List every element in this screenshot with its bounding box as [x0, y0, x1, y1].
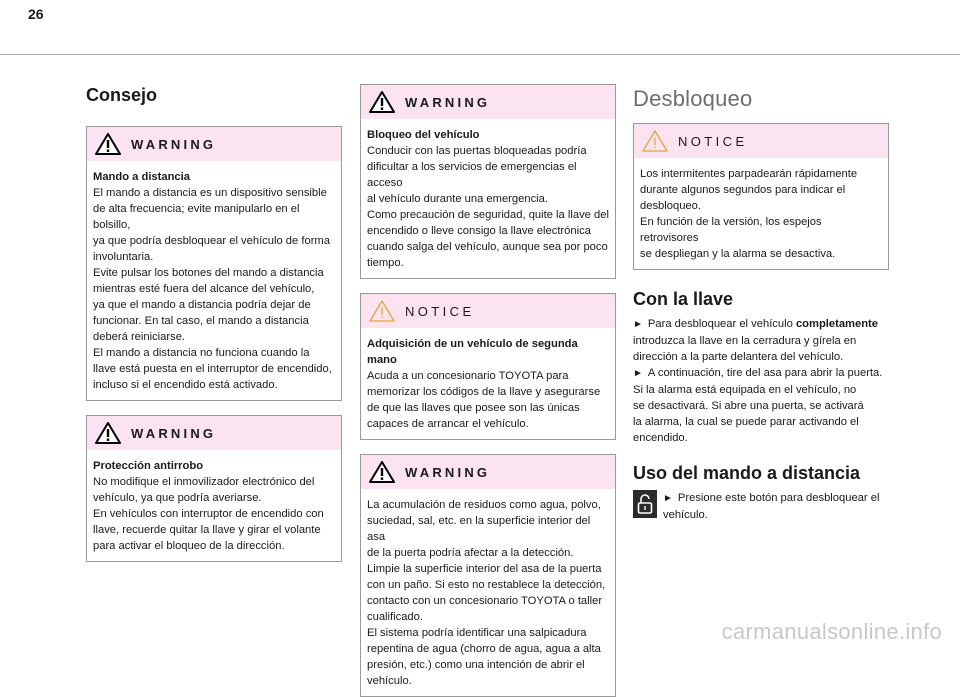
warning-body: [87, 161, 341, 400]
warning-text: Conducir con las puertas bloqueadas podría dificultar a los servicios de emergencias el acceso al vehículo durante una emergencia. Como precaución de seguridad, quite la llave del encendido o lleve consigo la llave electrónica cuando salga del vehículo, aunque sea por poco tiempo.: [367, 145, 609, 269]
key-paragraph-2: ► A continuación, tire del asa para abrir la puerta. Si la alarma está equipada en el vehículo, no se desactivará. Si abre una puerta, se activará la alarma, la cual se puede parar activando el encendido.: [633, 367, 883, 444]
warning-title: Mando a distancia: [93, 171, 190, 183]
heading-desbloqueo: Desbloqueo: [633, 86, 753, 111]
warning-triangle-icon: [95, 421, 121, 445]
page-number: 26: [28, 6, 44, 22]
warning-triangle-icon: [369, 90, 395, 114]
watermark: carmanualsonline.info: [721, 619, 942, 644]
warning-label: WARNING: [131, 136, 217, 152]
warning-label: WARNING: [405, 464, 491, 480]
warning-box-locking: [360, 84, 616, 279]
column-3: [633, 86, 889, 523]
warning-header: [361, 85, 615, 119]
warning-label: WARNING: [405, 94, 491, 110]
arrow-bullet-icon: ►: [663, 493, 673, 504]
remote-unlock-instruction: [633, 490, 889, 523]
warning-header: [361, 455, 615, 489]
heading-uso-mando: Uso del mando a distancia: [633, 463, 861, 483]
warning-header: [87, 127, 341, 161]
warning-box-handle: [360, 454, 616, 697]
warning-body: [361, 119, 615, 278]
notice-text: Los intermitentes parpadearán rápidamente durante algunos segundos para indicar el desbloqueo. En función de la versión, los espejos retrovisores se despliegan y la alarma se desactiva.: [640, 168, 858, 260]
notice-header: [634, 124, 888, 158]
warning-body: [87, 450, 341, 561]
notice-triangle-icon: [642, 129, 668, 153]
notice-box-unlock: [633, 123, 889, 270]
warning-title: Bloqueo del vehículo: [367, 129, 480, 141]
heading-con-la-llave: Con la llave: [633, 289, 734, 309]
warning-triangle-icon: [95, 132, 121, 156]
remote-text: ► Presione este botón para desbloquear el vehículo.: [663, 492, 880, 521]
warning-title: Protección antirrobo: [93, 460, 204, 472]
warning-header: [87, 416, 341, 450]
warning-label: WARNING: [131, 425, 217, 441]
warning-text: No modifique el inmovilizador electrónico del vehículo, ya que podría averiarse. En vehículos con interruptor de encendido con llave, recuerde quitar la llave y girar el volante para activar el bloqueo de la dirección.: [93, 476, 324, 552]
column-1: [86, 84, 342, 562]
warning-text: El mando a distancia es un dispositivo sensible de alta frecuencia; evite manipularlo en el bolsillo, ya que podría desbloquear el vehículo de forma involuntaria. Evite pulsar los botones del mando a distancia mientras esté fuera del alcance del vehículo, ya que el mando a distancia podría dejar de funcionar. En tal caso, el mando a distancia deberá reiniciarse. El mando a distancia no funciona cuando la llave está puesta en el interruptor de encendido, incluso si el encendido está activado.: [93, 187, 332, 391]
notice-body: [361, 328, 615, 439]
notice-triangle-icon: [369, 299, 395, 323]
warning-box-antitheft: [86, 415, 342, 562]
notice-box-secondhand: [360, 293, 616, 440]
unlock-padlock-icon: [633, 490, 657, 518]
notice-title: Adquisición de un vehículo de segunda mano: [367, 338, 578, 366]
arrow-bullet-icon: ►: [633, 368, 643, 379]
key-paragraph-1: ► Para desbloquear el vehículo completamente introduzca la llave en la cerradura y gírela en dirección a la parte delantera del vehículo.: [633, 318, 879, 363]
header-divider: [0, 54, 960, 55]
notice-label: NOTICE: [405, 303, 475, 319]
notice-header: [361, 294, 615, 328]
warning-body: [361, 489, 615, 696]
heading-consejo: Consejo: [86, 85, 158, 105]
arrow-bullet-icon: ►: [633, 319, 643, 330]
notice-label: NOTICE: [678, 133, 748, 149]
column-2: [360, 84, 616, 697]
notice-body: [634, 158, 888, 269]
notice-text: Acuda a un concesionario TOYOTA para memorizar los códigos de la llave y asegurarse de que las llaves que posee son las únicas capaces de arrancar el vehículo.: [367, 370, 601, 430]
warning-box-remote: [86, 126, 342, 401]
warning-text: La acumulación de residuos como agua, polvo, suciedad, sal, etc. en la superficie interior del asa de la puerta podría afectar a la detección. Limpie la superficie interior del asa de la puerta con un paño. Si esto no restablece la detección, contacto con un concesionario TOYOTA o taller cualificado. El sistema podría identificar una salpicadura repentina de agua (chorro de agua, agua a alta presión, etc.) como una intención de abrir el vehículo.: [367, 499, 606, 687]
warning-triangle-icon: [369, 460, 395, 484]
